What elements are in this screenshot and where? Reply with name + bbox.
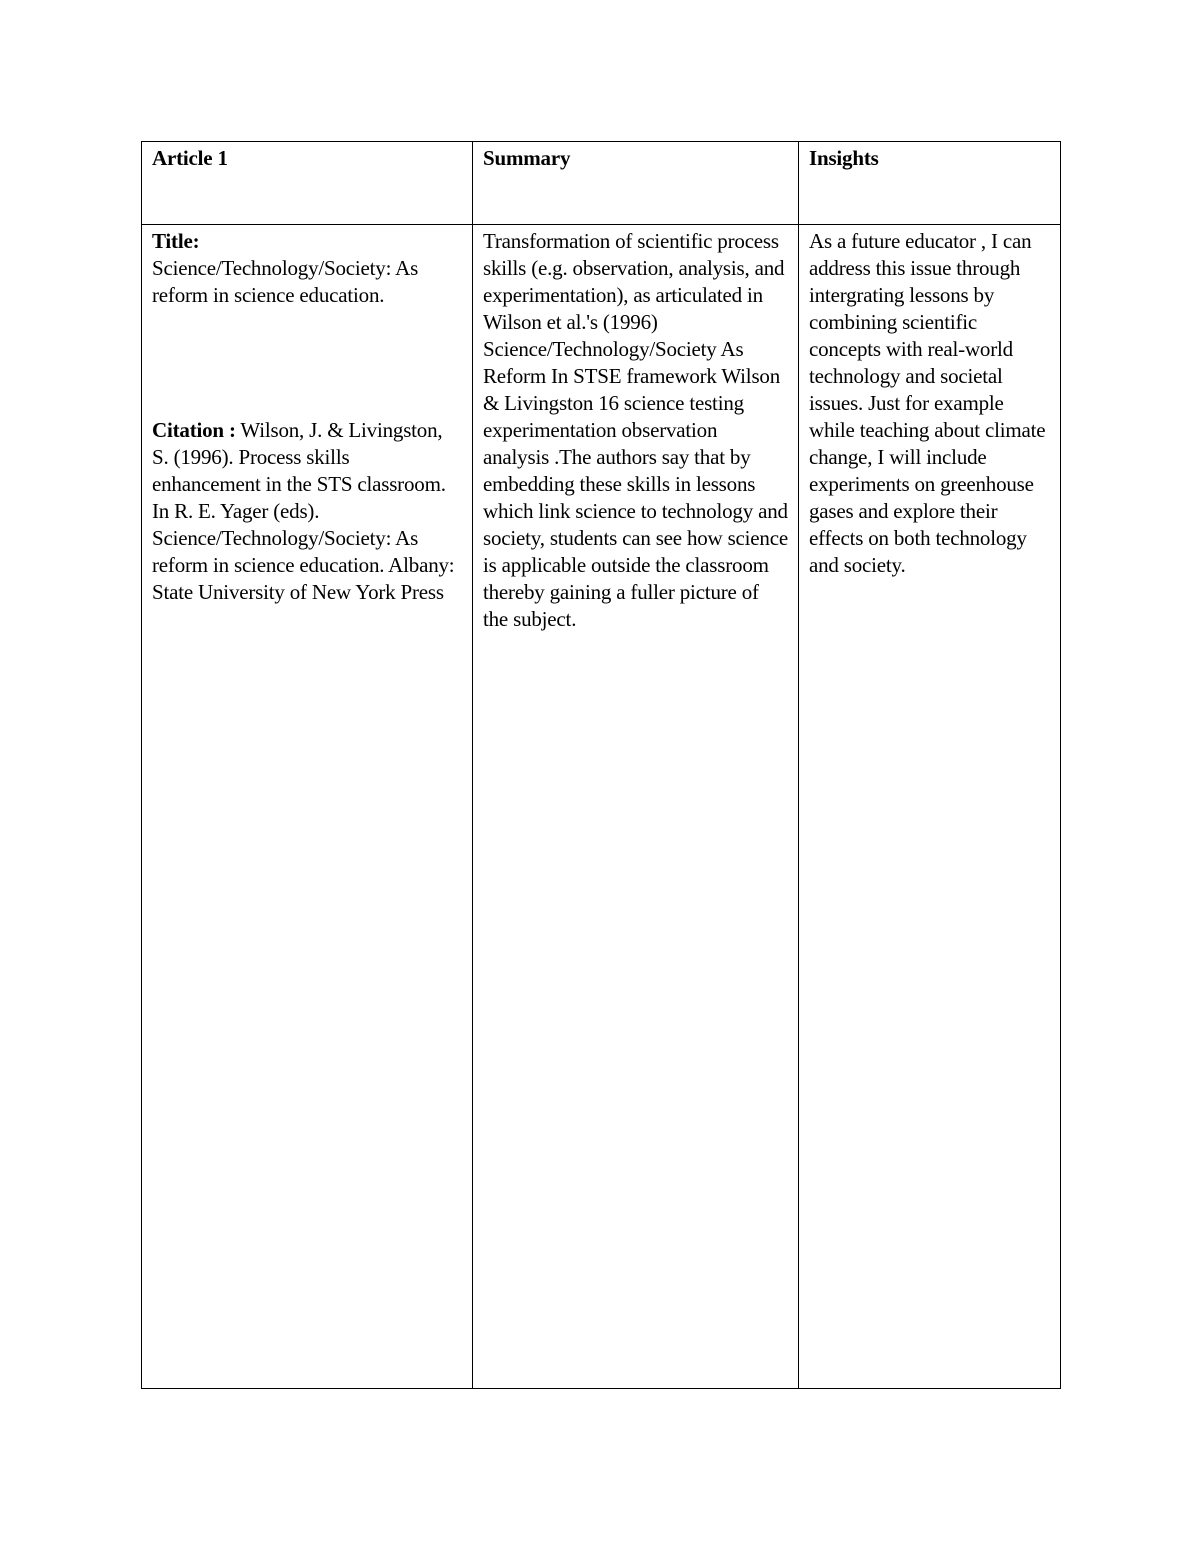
content-row [142, 225, 1061, 1389]
article-cell [142, 225, 473, 1389]
header-cell-summary [473, 142, 799, 225]
header-row [142, 142, 1061, 225]
insights-cell [799, 225, 1061, 1389]
citation-label: Citation : [152, 418, 236, 442]
header-cell-article [142, 142, 473, 225]
summary-text: Transformation of scientific process skills (e.g. observation, analysis, and experimentation), as articulated in Wilson et al.'s (1996) Science/Technology/Society As Reform In STSE framework Wilson & Livingston 16 science testing experimentation observation analysis .The authors say that by embedding these skills in lessons which link science to technology and society, students can see how science is applicable outside the classroom thereby gaining a fuller picture of the subject. [483, 229, 788, 631]
header-summary: Summary [483, 146, 571, 170]
title-label: Title: [152, 229, 200, 253]
header-insights: Insights [809, 146, 879, 170]
insights-text: As a future educator , I can address this issue through intergrating lessons by combining scientific concepts with real-world technology and societal issues. Just for example while teaching about climate change, I will include experiments on greenhouse gases and explore their effects on both technology and society. [809, 229, 1046, 577]
summary-cell [473, 225, 799, 1389]
title-text: Science/Technology/Society: As reform in science education. [152, 256, 419, 307]
citation-text: Wilson, J. & Livingston, S. (1996). Process skills enhancement in the STS classroom. In R. E. Yager (eds). Science/Technology/Society: As reform in science education. Albany: State University of New York Press [152, 418, 455, 604]
header-article: Article 1 [152, 146, 228, 170]
article-table [141, 141, 1061, 1389]
spacer [152, 309, 462, 417]
citation-block [152, 418, 454, 604]
header-cell-insights [799, 142, 1061, 225]
